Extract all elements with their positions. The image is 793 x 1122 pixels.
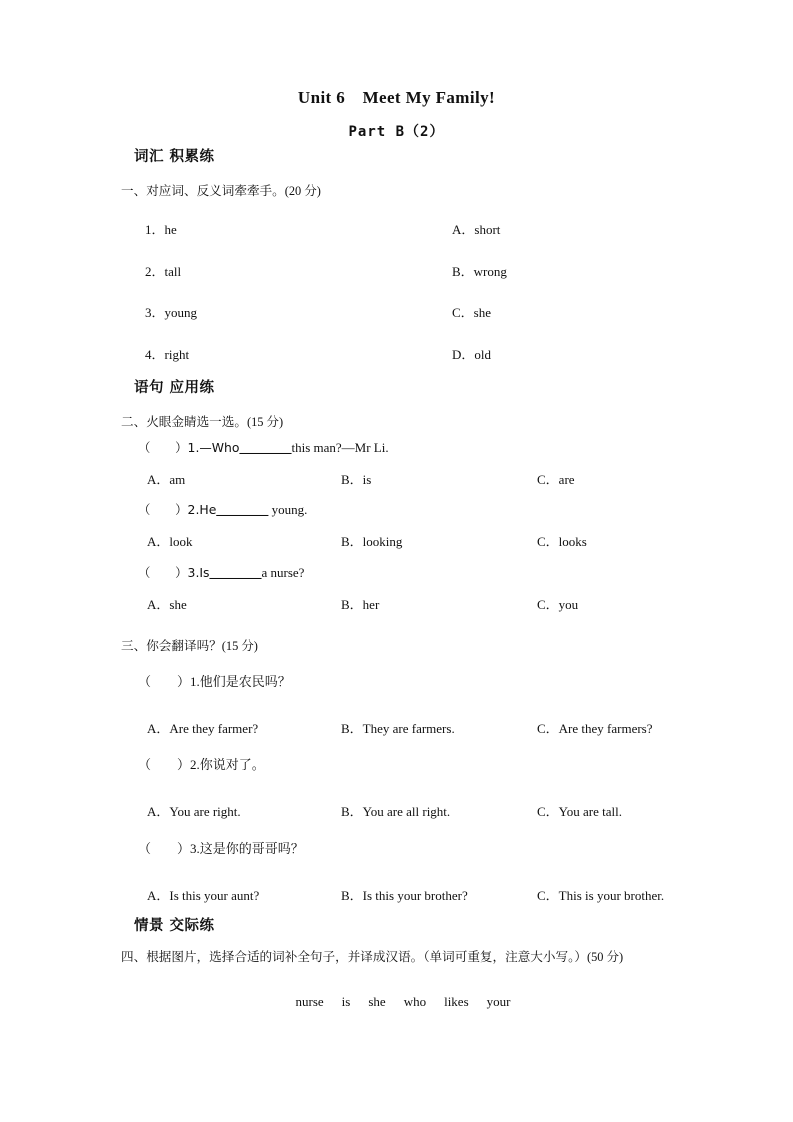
match-left-item: 3．young [145, 305, 198, 320]
word-bank-word[interactable]: she [368, 994, 386, 1009]
mc-item-stem [138, 438, 389, 456]
word-bank-word[interactable]: likes [444, 994, 469, 1009]
translate-item-stem: （ ）1.他们是农民吗？ [138, 674, 291, 689]
question-4-points: (50 分) [586, 950, 624, 964]
translate-option[interactable]: B．They are farmers. [341, 721, 455, 736]
mc-item-stem-post: young. [268, 502, 308, 517]
question-2-number: 二、 [121, 414, 147, 429]
question-4-text: 根据图片，选择合适的词补全句子，并译成汉语。（单词可重复，注意大小写。） [146, 949, 587, 964]
answer-blank[interactable]: ________ [239, 440, 292, 455]
question-2-points: (15 分) [246, 415, 284, 429]
question-1-text: 对应词、反义词牽牽手。 [146, 183, 285, 198]
mc-option[interactable]: B．her [341, 597, 380, 612]
question-3-text: 你会翻译吗？ [146, 638, 222, 653]
mc-option[interactable]: A．she [147, 597, 187, 612]
translate-option[interactable]: C．This is your brother. [537, 888, 665, 903]
section-header-vocabulary: 词汇 积累练 [134, 149, 215, 165]
translate-option[interactable]: C．Are they farmers? [537, 721, 653, 736]
question-3-points: (15 分) [221, 639, 258, 653]
mc-option[interactable]: C．are [537, 472, 575, 487]
mc-option[interactable]: C．looks [537, 534, 587, 549]
translate-option[interactable]: B．Is this your brother? [341, 888, 468, 903]
page-subtitle: Part B（2） [348, 124, 445, 140]
question-4-number: 四、 [121, 949, 147, 964]
question-4-prompt [121, 946, 623, 965]
match-right-item: D．old [452, 347, 492, 362]
word-bank [0, 978, 793, 1026]
word-bank-word[interactable]: nurse [295, 994, 324, 1009]
mc-item-stem-pre: （ ）1.—Who [138, 440, 240, 455]
word-bank-word[interactable]: is [341, 994, 351, 1009]
mc-item-stem-post: this man?—Mr Li. [291, 440, 389, 455]
mc-item-stem [138, 500, 307, 518]
section-header-sentences: 语句 应用练 [134, 380, 215, 396]
question-1-prompt [121, 180, 321, 199]
mc-option[interactable]: C．you [537, 597, 579, 612]
answer-blank[interactable]: ________ [209, 565, 262, 580]
translate-item-stem: （ ）3.这是你的哥哥吗？ [138, 841, 304, 856]
translate-option[interactable]: B．You are all right. [341, 804, 451, 819]
question-1-points: (20 分) [284, 184, 321, 198]
match-left-item: 1．he [145, 222, 177, 237]
match-left-item: 2．tall [145, 264, 182, 279]
mc-option[interactable]: A．am [147, 472, 186, 487]
translate-option[interactable]: A．You are right. [147, 804, 241, 819]
word-bank-word[interactable]: who [403, 994, 427, 1009]
mc-item-stem-pre: （ ）3.Is [138, 565, 210, 580]
mc-option[interactable]: B．looking [341, 534, 403, 549]
question-2-prompt [121, 411, 283, 430]
mc-option[interactable]: A．look [147, 534, 193, 549]
mc-item-stem [138, 563, 304, 581]
mc-option[interactable]: B．is [341, 472, 372, 487]
translate-option[interactable]: A．Is this your aunt? [147, 888, 260, 903]
word-bank-word[interactable]: your [486, 994, 511, 1009]
match-left-item: 4．right [145, 347, 190, 362]
mc-item-stem-post: a nurse? [261, 565, 305, 580]
question-3-number: 三、 [121, 638, 147, 653]
answer-blank[interactable]: ________ [216, 502, 269, 517]
translate-option[interactable]: A．Are they farmer? [147, 721, 259, 736]
question-3-prompt [121, 635, 258, 654]
match-right-item: A．short [452, 222, 501, 237]
question-1-number: 一、 [121, 183, 147, 198]
page-title: Unit 6 Meet My Family! [297, 88, 496, 107]
translate-option[interactable]: C．You are tall. [537, 804, 622, 819]
mc-item-stem-pre: （ ）2.He [138, 502, 217, 517]
translate-item-stem: （ ）2.你说对了。 [138, 757, 265, 772]
section-header-situational: 情景 交际练 [134, 918, 215, 934]
match-right-item: B．wrong [452, 264, 507, 279]
question-2-text: 火眼金睛选一选。 [146, 414, 247, 429]
match-right-item: C．she [452, 305, 492, 320]
